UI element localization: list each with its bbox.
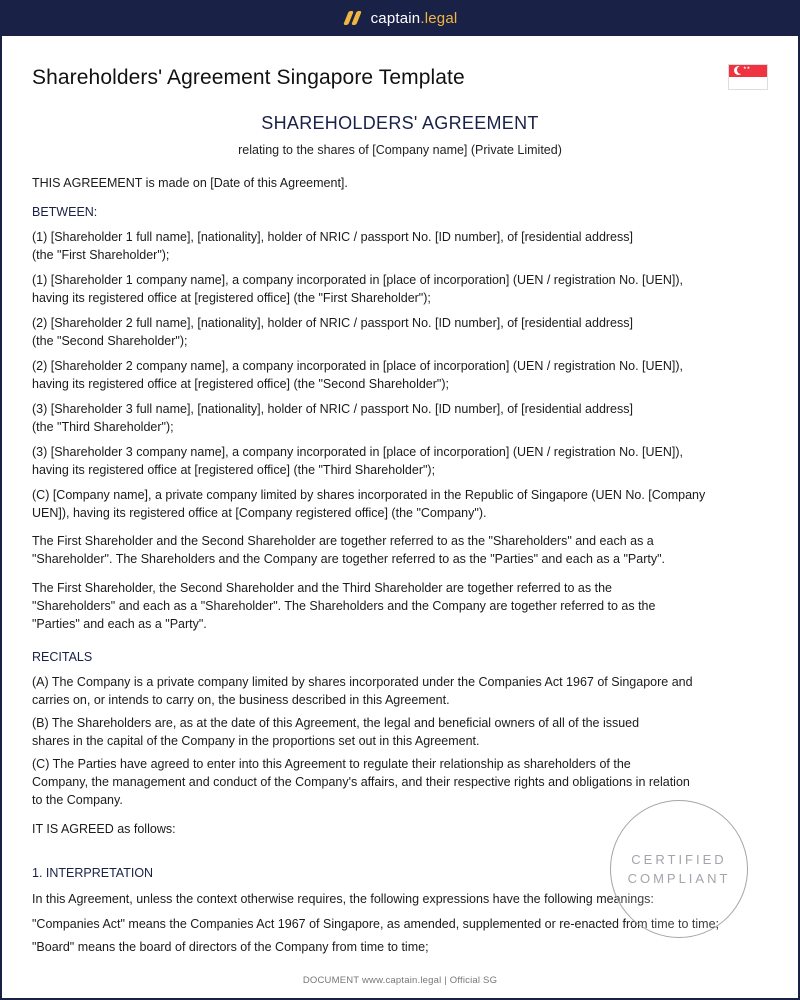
recital-paragraph: (C) The Parties have agreed to enter into this Agreement to regulate their relationship as shareholders of the Company, the management and conduct of the Company's affairs, and their respective rights and obligations in relation to the Company. <box>32 757 690 807</box>
document-footer: DOCUMENT www.captain.legal | Official SG <box>302 975 498 986</box>
party-paragraph: (1) [Shareholder 1 company name], a company incorporated in [place of incorporation] (UEN / registration No. [UEN]), having its registered office at [registered office] (the "First Shareholder"); <box>32 273 684 305</box>
interpretation-heading: 1. INTERPRETATION <box>32 866 154 880</box>
captain-legal-logo-icon <box>343 10 363 26</box>
party-paragraph: (3) [Shareholder 3 full name], [nationality], holder of NRIC / passport No. [ID number], of [residential address] (the "Third Shareholder"); <box>32 402 633 434</box>
recital-paragraph: (A) The Company is a private company limited by shares incorporated under the Companies Act 1967 of Singapore and carries on, or intends to carry on, the business described in this Agreement. <box>32 675 693 707</box>
recital-paragraph: (B) The Shareholders are, as at the date of this Agreement, the legal and beneficial owners of all of the issued shares in the capital of the Company in the proportions set out in this Agreement. <box>32 716 640 748</box>
top-bar <box>0 0 800 36</box>
party-paragraph: (2) [Shareholder 2 full name], [nationality], holder of NRIC / passport No. [ID number], of [residential address] (the "Second Shareholder"); <box>32 316 633 348</box>
party-paragraph: (C) [Company name], a private company limited by shares incorporated in the Republic of Singapore (UEN No. [Company UEN]), having its registered office at [Company registered office] (the "Company"). <box>32 488 706 520</box>
party-paragraph: (2) [Shareholder 2 company name], a company incorporated in [place of incorporation] (UEN / registration No. [UEN]), having its registered office at [registered office] (the "Second Shareholder"); <box>32 359 684 391</box>
party-paragraph: (3) [Shareholder 3 company name], a company incorporated in [place of incorporation] (UEN / registration No. [UEN]), having its registered office at [registered office] (the "Third Shareholder"); <box>32 445 684 477</box>
certified-compliant-stamp <box>610 800 748 938</box>
agreed-paragraph: IT IS AGREED as follows: <box>32 822 176 836</box>
party-paragraph: (1) [Shareholder 1 full name], [nationality], holder of NRIC / passport No. [ID number], of [residential address] (the "First Shareholder"); <box>32 230 633 262</box>
definition-item: "Board" means the board of directors of the Company from time to time; <box>32 940 429 954</box>
between-label: BETWEEN: <box>32 205 98 219</box>
document-page <box>2 36 798 998</box>
recitals-label: RECITALS <box>32 650 93 664</box>
intro-paragraph: THIS AGREEMENT is made on [Date of this Agreement]. <box>32 176 348 190</box>
page-title: Shareholders' Agreement Singapore Template <box>32 66 465 89</box>
brand-logo[interactable] <box>343 10 458 27</box>
interpretation-intro: In this Agreement, unless the context otherwise requires, the following expressions have the following meanings: <box>32 892 654 906</box>
stamp-line: COMPLIANT <box>627 871 731 886</box>
agreement-subtitle: relating to the shares of [Company name] (Private Limited) <box>238 143 562 157</box>
together-three-paragraph: The First Shareholder, the Second Shareholder and the Third Shareholder are together referred to as the "Shareholders" and each as a "Shareholder". The Shareholders and the Company are together referred to as the "Parties" and each as a "Party". <box>32 581 656 631</box>
definition-item: "Companies Act" means the Companies Act 1967 of Singapore, as amended, supplemented or re-enacted from time to time; <box>32 917 720 931</box>
agreement-title: SHAREHOLDERS' AGREEMENT <box>261 113 539 133</box>
together-two-paragraph: The First Shareholder and the Second Shareholder are together referred to as the "Shareholders" and each as a "Shareholder". The Shareholders and the Company are together referred to as the "Parties" and each as a "Party". <box>32 534 666 566</box>
singapore-flag-icon: ★★ <box>728 64 768 90</box>
stamp-line: CERTIFIED <box>631 852 727 867</box>
brand-name: captain.legal <box>370 9 458 27</box>
